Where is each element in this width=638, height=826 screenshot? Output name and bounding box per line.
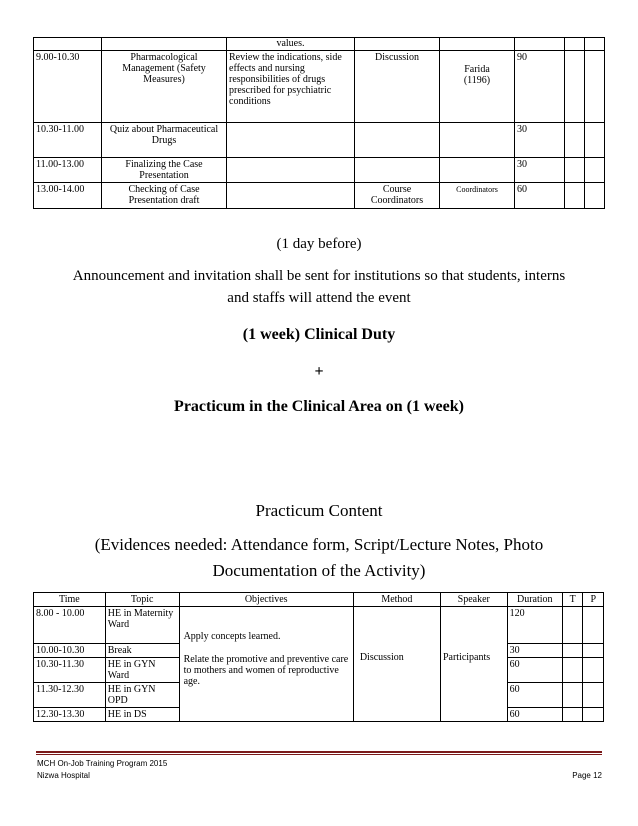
practicum-area-heading: Practicum in the Clinical Area on (1 week) <box>174 398 464 415</box>
header-p: P <box>583 593 604 607</box>
speaker-cell <box>440 51 515 123</box>
time-cell: 9.00-10.30 <box>34 51 102 123</box>
duration-cell: 60 <box>507 658 562 683</box>
topic-cell: HE in Maternity Ward <box>105 607 179 644</box>
speaker-cell: Participants <box>440 607 507 722</box>
method-cell <box>355 123 440 158</box>
time-cell: 8.00 - 10.00 <box>34 607 106 644</box>
table-row <box>34 183 605 209</box>
time-cell: 10.00-10.30 <box>34 644 106 658</box>
method-cell: Discussion <box>353 607 440 722</box>
method-cell <box>355 158 440 183</box>
duration-cell: 30 <box>515 158 565 183</box>
time-cell: 10.30-11.00 <box>34 123 102 158</box>
plus-sign: + <box>314 363 324 380</box>
announcement-line-1: Announcement and invitation shall be sent for institutions so that students, interns <box>72 268 566 284</box>
table-row <box>34 51 605 123</box>
footer-hospital: Nizwa Hospital <box>37 771 90 780</box>
objective-2: Relate the promotive and preventive care to mothers and women of reproductive age. <box>183 654 349 687</box>
topic-cell: HE in DS <box>105 708 179 722</box>
page-number: Page 12 <box>572 771 602 780</box>
topic-cell: HE in GYN OPD <box>105 683 179 708</box>
evidences-line-2: Documentation of the Activity) <box>212 561 426 580</box>
header-t: T <box>562 593 583 607</box>
evidences-line-1: (Evidences needed: Attendance form, Script/Lecture Notes, Photo <box>94 535 544 554</box>
duration-cell: 60 <box>507 683 562 708</box>
topic-cell: Quiz about Pharmaceutical Drugs <box>102 123 227 158</box>
practicum-content-heading: Practicum Content <box>255 501 383 520</box>
duration-cell: 120 <box>507 607 562 644</box>
method-cell: Course Coordinators <box>355 183 440 209</box>
header-time: Time <box>34 593 106 607</box>
header-speaker: Speaker <box>440 593 507 607</box>
duration-cell: 30 <box>515 123 565 158</box>
footer-divider-thin <box>36 754 602 755</box>
speaker-cell <box>440 123 515 158</box>
time-cell: 11.30-12.30 <box>34 683 106 708</box>
one-day-before-text: (1 day before) <box>276 236 362 252</box>
topic-cell: HE in GYN Ward <box>105 658 179 683</box>
header-method: Method <box>353 593 440 607</box>
objectives-cell: values. <box>227 38 355 51</box>
time-cell: 11.00-13.00 <box>34 158 102 183</box>
time-cell: 12.30-13.30 <box>34 708 106 722</box>
time-cell: 13.00-14.00 <box>34 183 102 209</box>
topic-cell: Finalizing the Case Presentation <box>102 158 227 183</box>
table-row <box>34 38 605 51</box>
topic-cell: Break <box>105 644 179 658</box>
announcement-line-2: and staffs will attend the event <box>227 290 411 306</box>
objectives-cell <box>227 158 355 183</box>
header-objectives: Objectives <box>179 593 353 607</box>
objectives-cell: Review the indications, side effects and nursing responsibilities of drugs prescribed for psychiatric conditions <box>227 51 355 123</box>
table-header-row <box>34 593 604 607</box>
schedule-table-top <box>33 37 605 209</box>
objectives-cell <box>179 607 353 722</box>
footer-divider <box>36 751 602 753</box>
duration-cell: 90 <box>515 51 565 123</box>
table-row <box>34 158 605 183</box>
objectives-cell <box>227 123 355 158</box>
header-topic: Topic <box>105 593 179 607</box>
duration-cell: 60 <box>507 708 562 722</box>
header-duration: Duration <box>507 593 562 607</box>
speaker-cell <box>440 158 515 183</box>
speaker-text: Farida (1196) <box>463 64 491 86</box>
table-row <box>34 607 604 644</box>
time-cell: 10.30-11.30 <box>34 658 106 683</box>
clinical-duty-heading: (1 week) Clinical Duty <box>242 326 396 343</box>
schedule-table-bottom <box>33 592 604 722</box>
objective-1: Apply concepts learned. <box>183 631 281 642</box>
topic-cell: Checking of Case Presentation draft <box>102 183 227 209</box>
method-cell: Discussion <box>355 51 440 123</box>
speaker-cell: Coordinators <box>440 183 515 209</box>
footer-program: MCH On-Job Training Program 2015 <box>37 759 168 768</box>
table-row <box>34 123 605 158</box>
objectives-cell <box>227 183 355 209</box>
topic-cell: Pharmacological Management (Safety Measures) <box>102 51 227 123</box>
duration-cell: 30 <box>507 644 562 658</box>
duration-cell: 60 <box>515 183 565 209</box>
